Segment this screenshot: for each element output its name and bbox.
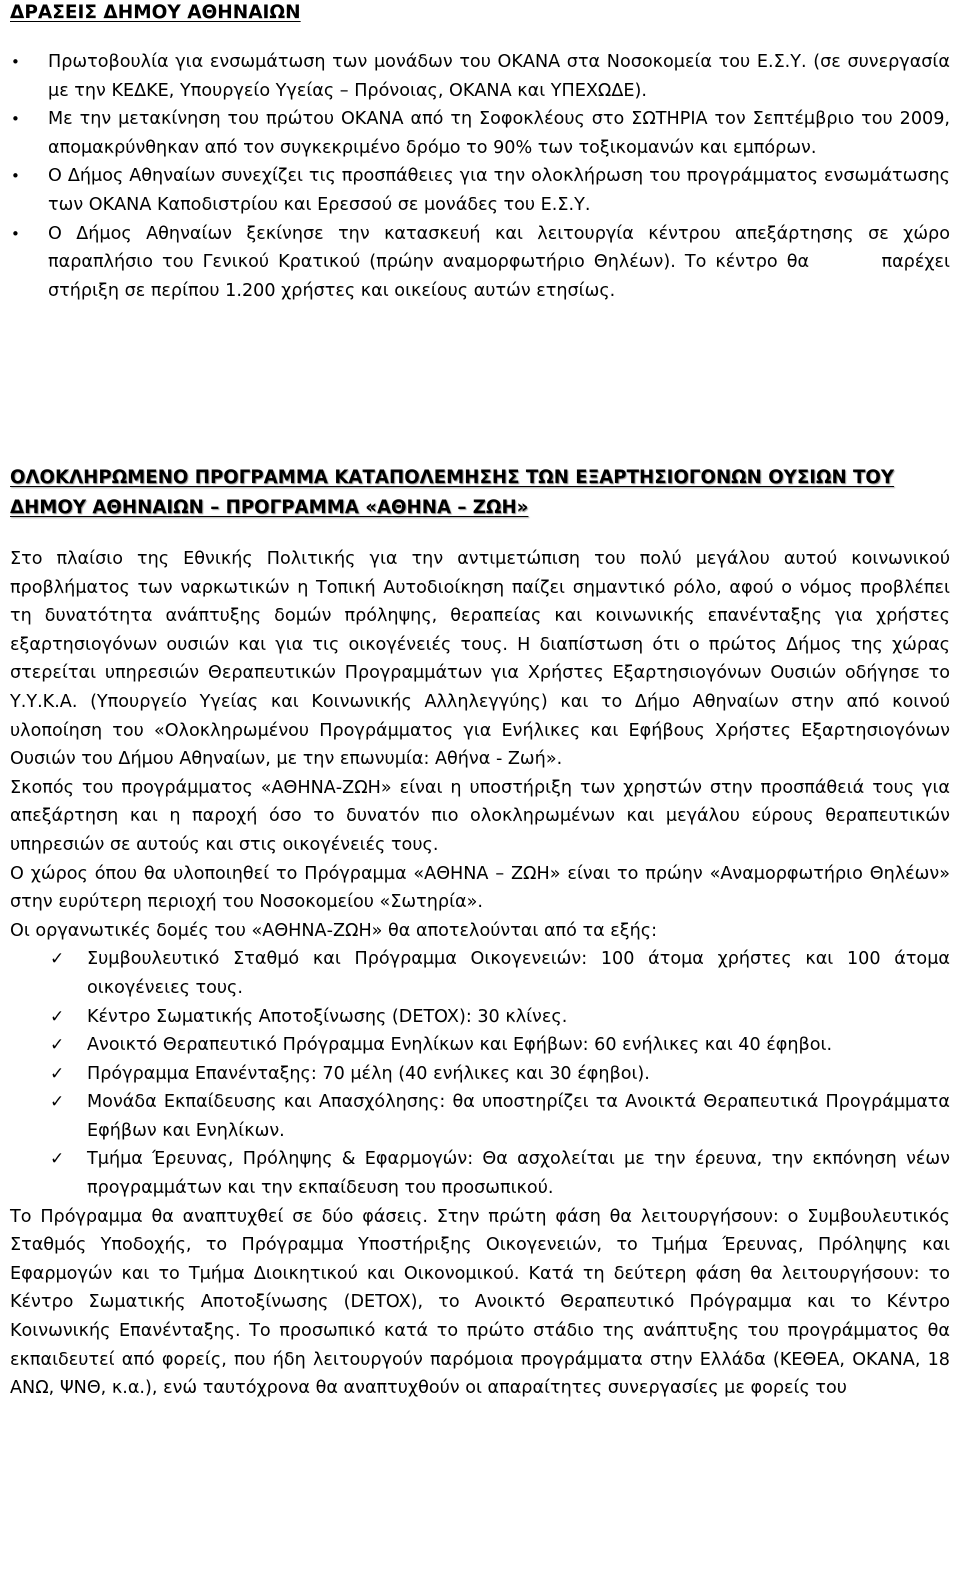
list-item xyxy=(0,105,960,162)
structures-check-list xyxy=(10,945,950,1202)
list-item-text: Ο Δήμος Αθηναίων συνεχίζει τις προσπάθειες για την ολοκλήρωση του προγράμματος ενσωμάτωσης των ΟΚΑΝΑ Καποδιστρίου και Ερεσσού σε μονάδες του Ε.Σ.Υ. xyxy=(48,166,950,215)
paragraph: Σκοπός του προγράμματος «ΑΘΗΝΑ-ΖΩΗ» είναι η υποστήριξη των χρηστών στην προσπάθειά τους για απεξάρτηση και η παροχή όσο το δυνατόν πιο ολοκληρωμένων και μεγάλου εύρους θεραπευτικών υπηρεσιών σε αυτούς και στις οικογένειές τους. xyxy=(10,777,950,855)
bullet-icon: • xyxy=(11,224,20,243)
list-item xyxy=(10,1031,950,1060)
list-item-text: Κέντρο Σωματικής Αποτοξίνωσης (DETOX): 30 κλίνες. xyxy=(87,1006,568,1027)
section-title-program: ΟΛΟΚΛΗΡΩΜΕΝΟ ΠΡΟΓΡΑΜΜΑ ΚΑΤΑΠΟΛΕΜΗΣΗΣ ΤΩΝ ΕΞΑΡΤΗΣΙΟΓΟΝΩΝ ΟΥΣΙΩΝ ΤΟΥ ΔΗΜΟΥ ΑΘΗΝΑΙΩΝ – ΠΡΟΓΡΑΜΜΑ «ΑΘΗΝΑ – ΖΩΗ» xyxy=(10,467,895,518)
paragraph: Στο πλαίσιο της Εθνικής Πολιτικής για την αντιμετώπιση του πολύ μεγάλου αυτού κοινωνικού προβλήματος των ναρκωτικών η Τοπική Αυτοδιοίκηση παίζει σημαντικό ρόλο, αφού ο νόμος προβλέπει τη δυνατότητα ανάπτυξης δομών πρόληψης, θεραπείας και κοινωνικής επανένταξης για χρήστες εξαρτησιογόνων ουσιών και για τις οικογένειές τους. Η διαπίστωση ότι ο πρώτος Δήμος της χώρας στερείται υπηρεσιών Θεραπευτικών Προγραμμάτων για Χρήστες Εξαρτησιογόνων Ουσιών οδήγησε το Υ.Υ.Κ.Α. (Υπουργείο Υγείας και Κοινωνικής Αλληλεγγύης) και το Δήμο Αθηναίων στην από κοινού υλοποίηση του «Ολοκληρωμένου Προγράμματος για Ενήλικες και Εφήβους Χρήστες Εξαρτησιογόνων Ουσιών του Δήμου Αθηναίων, με την επωνυμία: Αθήνα - Ζωή». xyxy=(10,549,950,770)
actions-bullet-list xyxy=(0,48,960,305)
list-item xyxy=(10,1003,950,1032)
checkmark-icon: ✓ xyxy=(50,949,65,970)
list-item-text: Ο Δήμος Αθηναίων ξεκίνησε την κατασκευή και λειτουργία κέντρου απεξάρτησης σε χώρο παραπλήσιο του Γενικού Κρατικού (πρώην αναμορφωτήριο Θηλέων). Το κέντρο θα παρέχει στήριξη σε περίπου 1.200 χρήστες και οικείους αυτών ετησίως. xyxy=(48,223,956,301)
list-item xyxy=(10,945,950,1002)
bullet-icon: • xyxy=(11,110,20,129)
list-item xyxy=(10,1060,950,1089)
paragraph: Το Πρόγραμμα θα αναπτυχθεί σε δύο φάσεις. Στην πρώτη φάση θα λειτουργήσουν: ο Συμβουλευτικός Σταθμός Υποδοχής, το Πρόγραμμα Υποστήριξης Οικογενειών, το Τμήμα Έρευνας, Πρόληψης και Εφαρμογών και το Τμήμα Διοικητικού και Οικονομικού. Κατά τη δεύτερη φάση θα λειτουργήσουν: το Κέντρο Σωματικής Αποτοξίνωσης (DETOX), το Ανοικτό Θεραπευτικό Πρόγραμμα και το Κέντρο Κοινωνικής Επανένταξης. Το προσωπικό κατά το πρώτο στάδιο της ανάπτυξης του προγράμματος θα εκπαιδευτεί από φορείς, που ήδη λειτουργούν παρόμοια προγράμματα στην Ελλάδα (ΚΕΘΕΑ, ΟΚΑΝΑ, 18 ΑΝΩ, ΨΝΘ, κ.α.), ενώ ταυτόχρονα θα αναπτυχθούν οι απαραίτητες συνεργασίες με φορείς του xyxy=(10,1206,950,1399)
list-item xyxy=(10,1145,950,1202)
list-item-text: Πρόγραμμα Επανένταξης: 70 μέλη (40 ενήλικες και 30 έφηβοι). xyxy=(87,1063,650,1084)
checkmark-icon: ✓ xyxy=(50,1149,65,1170)
checkmark-icon: ✓ xyxy=(50,1063,65,1084)
list-item-text: Με την μετακίνηση του πρώτου ΟΚΑΝΑ από τη Σοφοκλέους στο ΣΩΤΗΡΙΑ τον Σεπτέμβριο του 2009, απομακρύνθηκαν από τον συγκεκριμένο δρόμο το 90% των τοξικομανών και εμπόρων. xyxy=(48,109,950,158)
list-item-text: Συμβουλευτικό Σταθμό και Πρόγραμμα Οικογενειών: 100 άτομα χρήστες και 100 άτομα οικογένειες τους. xyxy=(87,949,950,998)
list-item-text: Τμήμα Έρευνας, Πρόληψης & Εφαρμογών: Θα ασχολείται με την έρευνα, την εκπόνηση νέων προγραμμάτων και την εκπαίδευση του προσωπικού. xyxy=(87,1149,950,1199)
list-item-text: Μονάδα Εκπαίδευσης και Απασχόλησης: θα υποστηρίζει τα Ανοικτά Θεραπευτικά Προγράμματα Εφήβων και Ενηλίκων. xyxy=(87,1092,950,1141)
section-title-actions: ΔΡΑΣΕΙΣ ΔΗΜΟΥ ΑΘΗΝΑΙΩΝ xyxy=(10,2,301,23)
list-item xyxy=(0,220,960,306)
list-item xyxy=(10,1088,950,1145)
program-body xyxy=(10,545,950,1403)
paragraph: Οι οργανωτικές δομές του «ΑΘΗΝΑ-ΖΩΗ» θα αποτελούνται από τα εξής: xyxy=(10,920,658,941)
bullet-icon: • xyxy=(11,167,20,186)
checkmark-icon: ✓ xyxy=(50,1092,65,1113)
checkmark-icon: ✓ xyxy=(50,1035,65,1056)
bullet-icon: • xyxy=(11,53,20,71)
list-item-text: Ανοικτό Θεραπευτικό Πρόγραμμα Ενηλίκων και Εφήβων: 60 ενήλικες και 40 έφηβοι. xyxy=(87,1035,833,1056)
checkmark-icon: ✓ xyxy=(50,1006,65,1027)
list-item xyxy=(0,162,960,219)
list-item-text: Πρωτοβουλία για ενσωμάτωση των μονάδων του ΟΚΑΝΑ στα Νοσοκομεία του Ε.Σ.Υ. (σε συνεργασία με την ΚΕΔΚΕ, Υπουργείο Υγείας – Πρόνοιας, ΟΚΑΝΑ και ΥΠΕΧΩΔΕ). xyxy=(48,52,950,101)
paragraph: Ο χώρος όπου θα υλοποιηθεί το Πρόγραμμα «ΑΘΗΝΑ – ΖΩΗ» είναι το πρώην «Αναμορφωτήριο Θηλέων» στην ευρύτερη περιοχή του Νοσοκομείου «Σωτηρία». xyxy=(10,863,950,913)
list-item xyxy=(0,48,960,105)
